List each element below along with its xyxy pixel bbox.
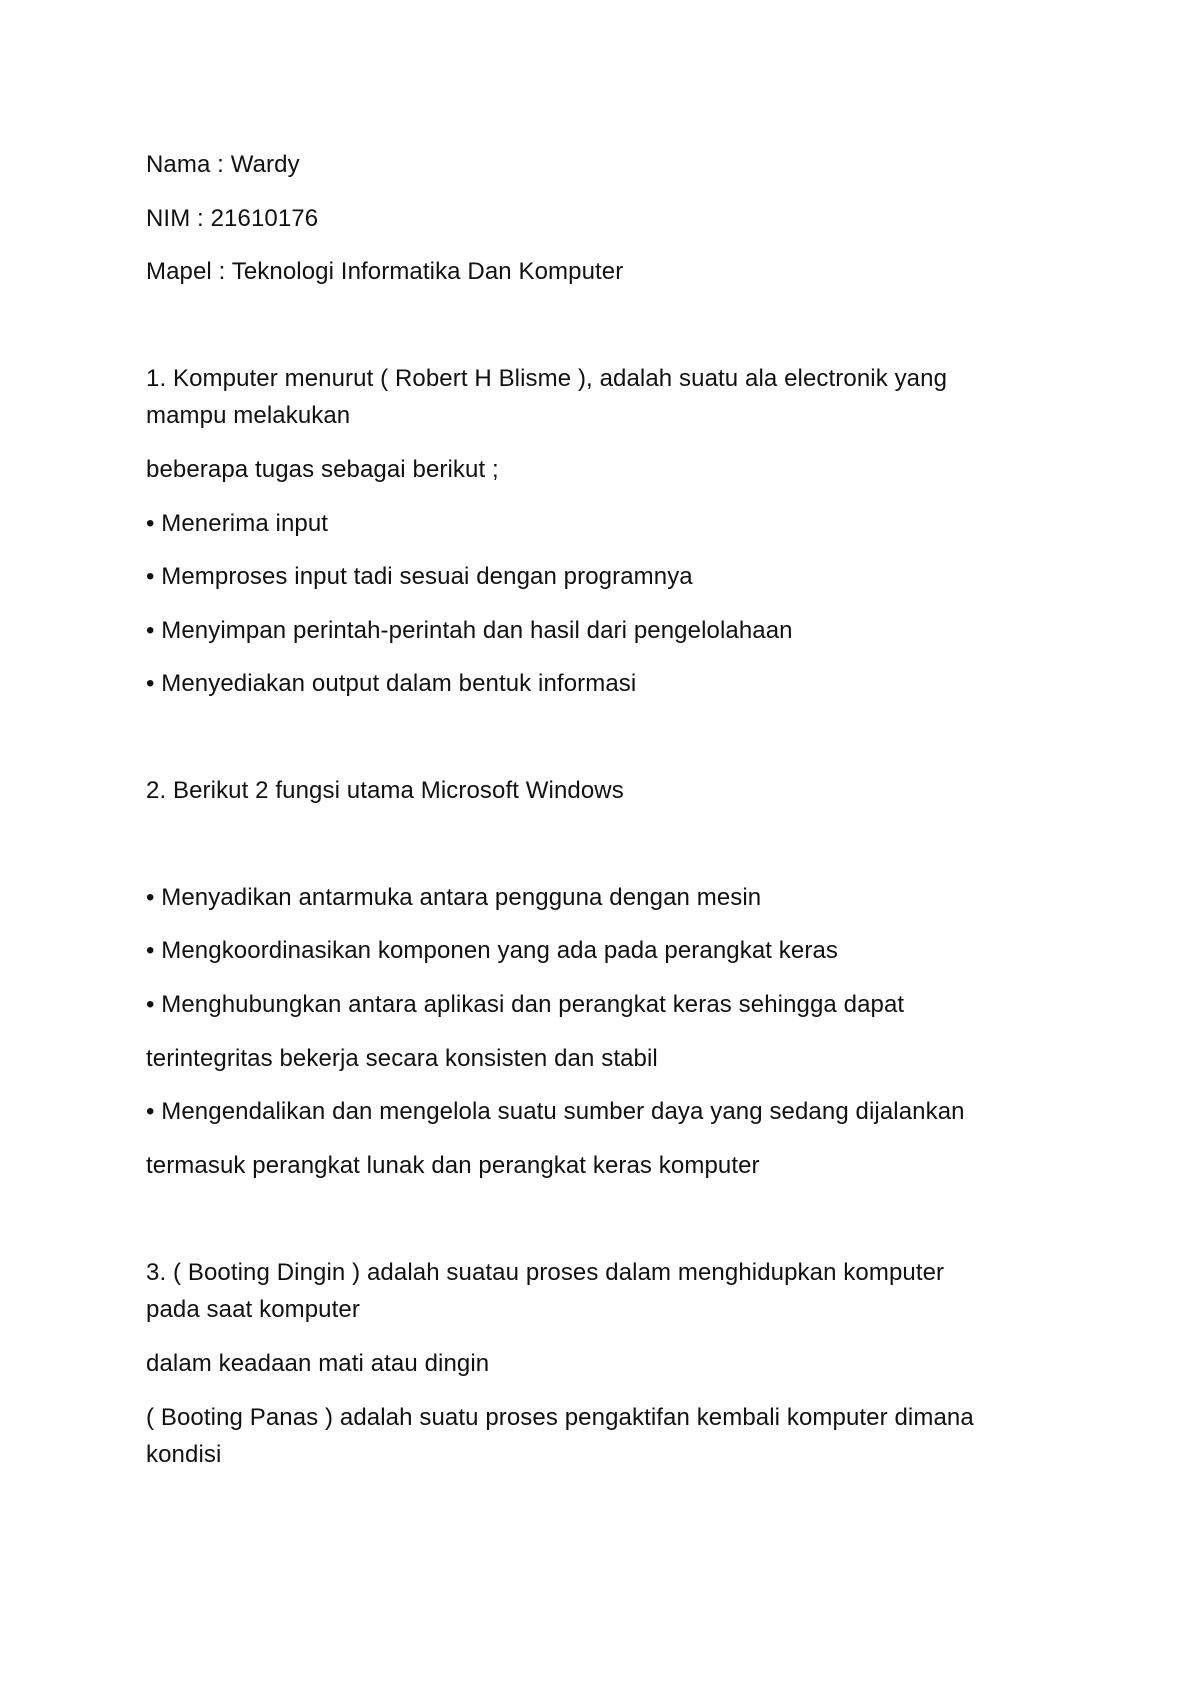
q2-line: • Menyadikan antarmuka antara pengguna dengan mesin xyxy=(146,884,762,911)
name-line: Nama : Wardy xyxy=(146,151,300,178)
q2-line: terintegritas bekerja secara konsisten dan stabil xyxy=(146,1045,658,1072)
mapel-line: Mapel : Teknologi Informatika Dan Komputer xyxy=(146,258,624,285)
q2-line: • Menghubungkan antara aplikasi dan perangkat keras sehingga dapat xyxy=(146,991,905,1018)
q1-line-1: 1. Komputer menurut ( Robert H Blisme ), adalah suatu ala electronik yang xyxy=(146,365,948,392)
q3-line-3: dalam keadaan mati atau dingin xyxy=(146,1350,490,1377)
q2-line: • Mengkoordinasikan komponen yang ada pada perangkat keras xyxy=(146,937,838,964)
q2-line: termasuk perangkat lunak dan perangkat keras komputer xyxy=(146,1152,760,1179)
q1-line-2: mampu melakukan xyxy=(146,402,351,429)
q3-line-1: 3. ( Booting Dingin ) adalah suatau proses dalam menghidupkan komputer xyxy=(146,1259,945,1286)
q2-line: • Mengendalikan dan mengelola suatu sumber daya yang sedang dijalankan xyxy=(146,1098,965,1125)
q3-line-4: ( Booting Panas ) adalah suatu proses pengaktifan kembali komputer dimana xyxy=(146,1404,974,1431)
q1-line-3: beberapa tugas sebagai berikut ; xyxy=(146,456,499,483)
q1-bullet: • Memproses input tadi sesuai dengan programnya xyxy=(146,563,693,590)
q3-line-5: kondisi xyxy=(146,1441,222,1468)
q1-bullet: • Menyimpan perintah-perintah dan hasil dari pengelolahaan xyxy=(146,617,793,644)
nim-line: NIM : 21610176 xyxy=(146,205,319,232)
q2-heading: 2. Berikut 2 fungsi utama Microsoft Windows xyxy=(146,777,624,804)
q1-bullet: • Menyediakan output dalam bentuk informasi xyxy=(146,670,637,697)
q3-line-2: pada saat komputer xyxy=(146,1296,360,1323)
q1-bullet: • Menerima input xyxy=(146,510,329,537)
